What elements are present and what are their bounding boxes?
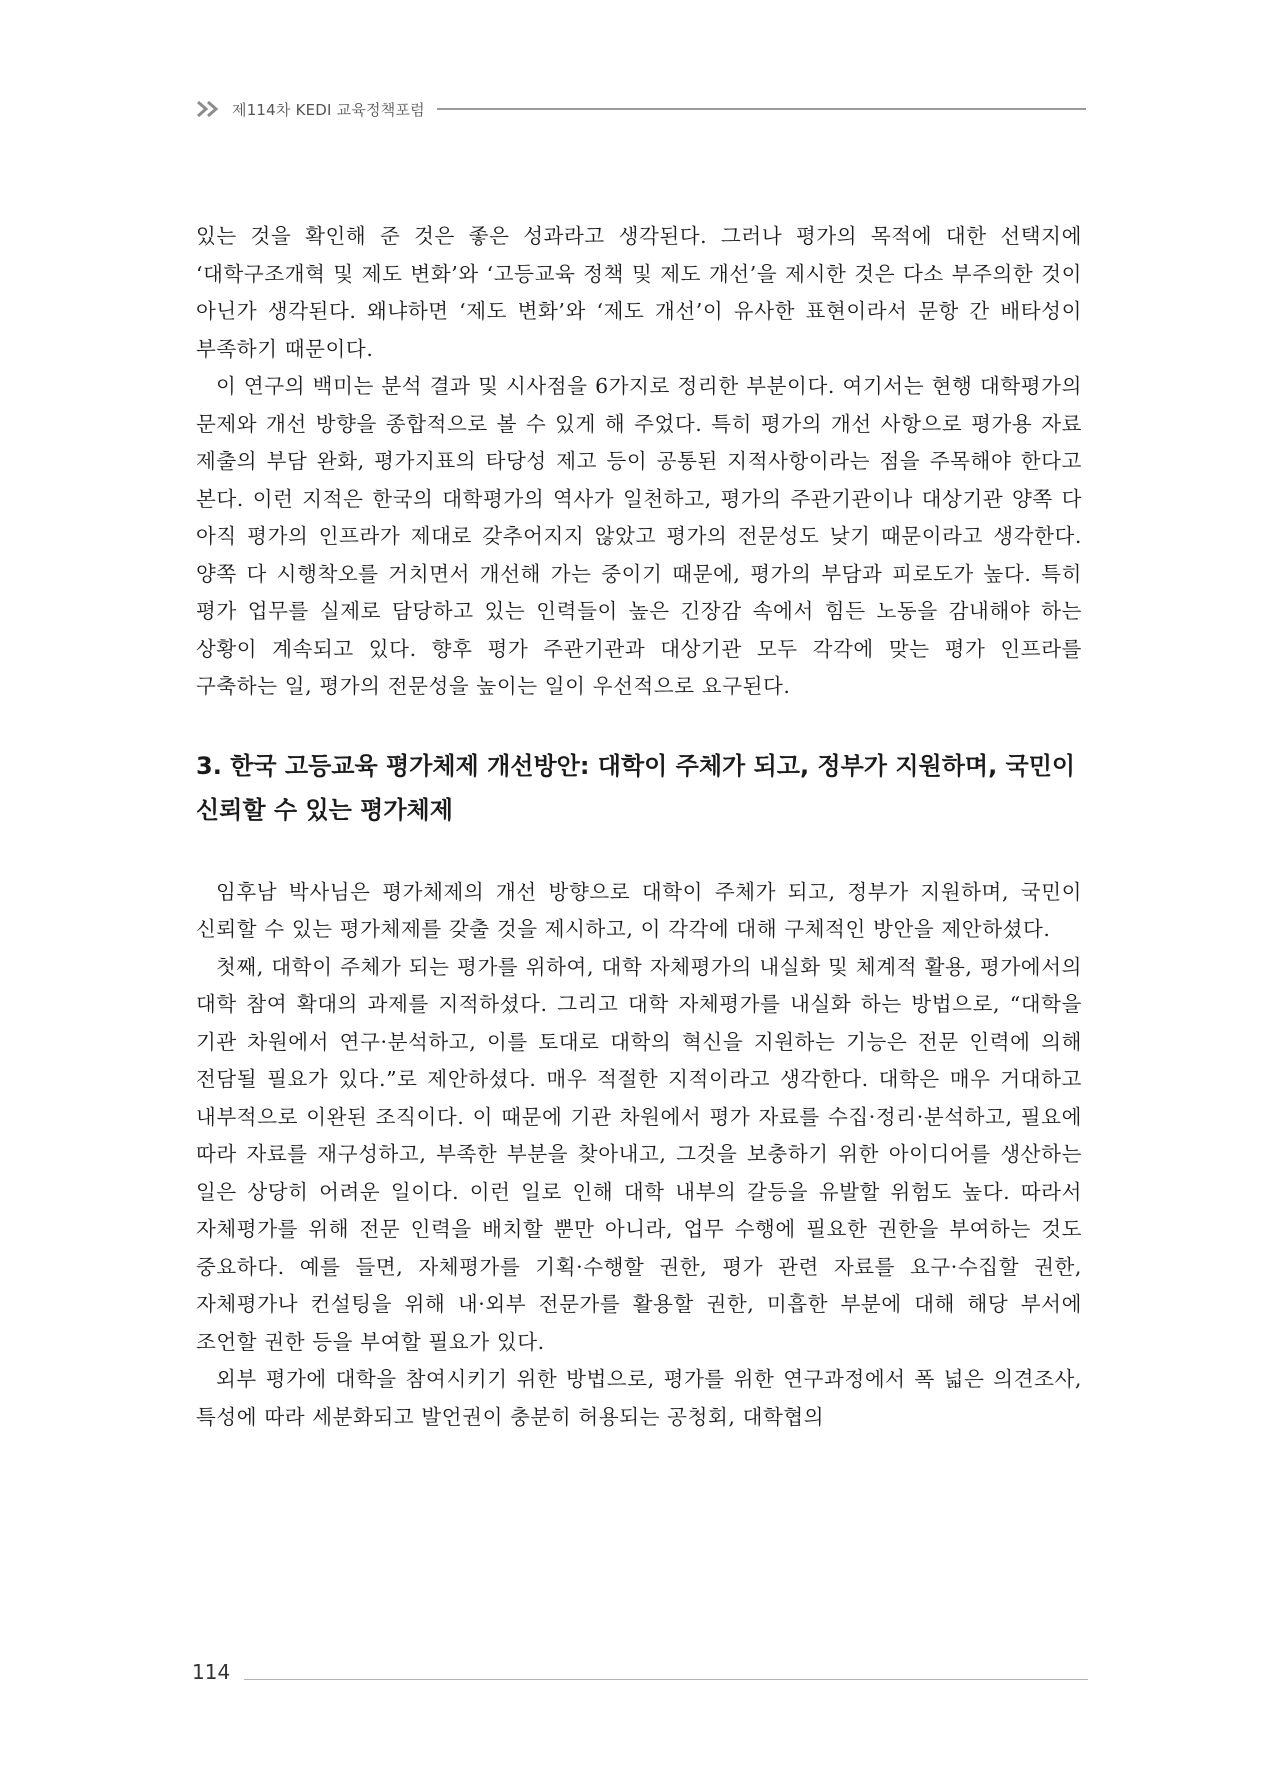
header-divider [437, 108, 1086, 110]
page-body [196, 218, 1082, 1436]
body-paragraph: 이 연구의 백미는 분석 결과 및 시사점을 6가지로 정리한 부분이다. 여기서는 현행 대학평가의 문제와 개선 방향을 종합적으로 볼 수 있게 해 주었다. 특히 평가의 개선 사항으로 평가용 자료 제출의 부담 완화, 평가지표의 타당성 제고 등이 공통된 지적사항이라는 점을 주목해야 한다고 본다. 이런 지적은 한국의 대학평가의 역사가 일천하고, 평가의 주관기관이나 대상기관 양쪽 다 아직 평가의 인프라가 제대로 갖추어지지 않았고 평가의 전문성도 낮기 때문이라고 생각한다. 양쪽 다 시행착오를 거치면서 개선해 가는 중이기 때문에, 평가의 부담과 피로도가 높다. 특히 평가 업무를 실제로 담당하고 있는 인력들이 높은 긴장감 속에서 힘든 노동을 감내해야 하는 상황이 계속되고 있다. 향후 평가 주관기관과 대상기관 모두 각각에 맞는 평가 인프라를 구축하는 일, 평가의 전문성을 높이는 일이 우선적으로 요구된다. [196, 374, 1082, 698]
header-title: 제114차 KEDI 교육정책포럼 [232, 100, 425, 119]
section-heading: 3. 한국 고등교육 평가체제 개선방안: 대학이 주체가 되고, 정부가 지원하며, 국민이 신뢰할 수 있는 평가체제 [196, 751, 1076, 824]
double-chevron-right-icon [196, 99, 226, 119]
body-paragraph: 있는 것을 확인해 준 것은 좋은 성과라고 생각된다. 그러나 평가의 목적에 대한 선택지에 ‘대학구조개혁 및 제도 변화’와 ‘고등교육 정책 및 제도 개선’을 제시한 것은 다소 부주의한 것이 아닌가 생각된다. 왜냐하면 ‘제도 변화’와 ‘제도 개선’이 유사한 표현이라서 문항 간 배타성이 부족하기 때문이다. [196, 224, 1082, 361]
page-number: 114 [192, 1660, 231, 1684]
body-paragraph: 임후남 박사님은 평가체제의 개선 방향으로 대학이 주체가 되고, 정부가 지원하며, 국민이 신뢰할 수 있는 평가체제를 갖출 것을 제시하고, 이 각각에 대해 구체적인 방안을 제안하셨다. [196, 879, 1082, 941]
body-paragraph: 첫째, 대학이 주체가 되는 평가를 위하여, 대학 자체평가의 내실화 및 체계적 활용, 평가에서의 대학 참여 확대의 과제를 지적하셨다. 그리고 대학 자체평가를 내실화 하는 방법으로, “대학을 기관 차원에서 연구·분석하고, 이를 토대로 대학의 혁신을 지원하는 기능은 전문 인력에 의해 전담될 필요가 있다.”로 제안하셨다. 매우 적절한 지적이라고 생각한다. 대학은 매우 거대하고 내부적으로 이완된 조직이다. 이 때문에 기관 차원에서 평가 자료를 수집·정리·분석하고, 필요에 따라 자료를 재구성하고, 부족한 부분을 찾아내고, 그것을 보충하기 위한 아이디어를 생산하는 일은 상당히 어려운 일이다. 이런 일로 인해 대학 내부의 갈등을 유발할 위험도 높다. 따라서 자체평가를 위해 전문 인력을 배치할 뿐만 아니라, 업무 수행에 필요한 권한을 부여하는 것도 중요하다. 예를 들면, 자체평가를 기획·수행할 권한, 평가 관련 자료를 요구·수집할 권한, 자체평가나 컨설팅을 위해 내·외부 전문가를 활용할 권한, 미흡한 부분에 대해 해당 부서에 조언할 권한 등을 부여할 필요가 있다. [196, 954, 1082, 1354]
footer-divider [244, 1679, 1088, 1680]
page-footer [192, 1655, 1088, 1683]
body-paragraph: 외부 평가에 대학을 참여시키기 위한 방법으로, 평가를 위한 연구과정에서 폭 넓은 의견조사, 특성에 따라 세분화되고 발언권이 충분히 허용되는 공청회, 대학협의 [196, 1367, 1082, 1429]
running-header [196, 96, 1086, 122]
